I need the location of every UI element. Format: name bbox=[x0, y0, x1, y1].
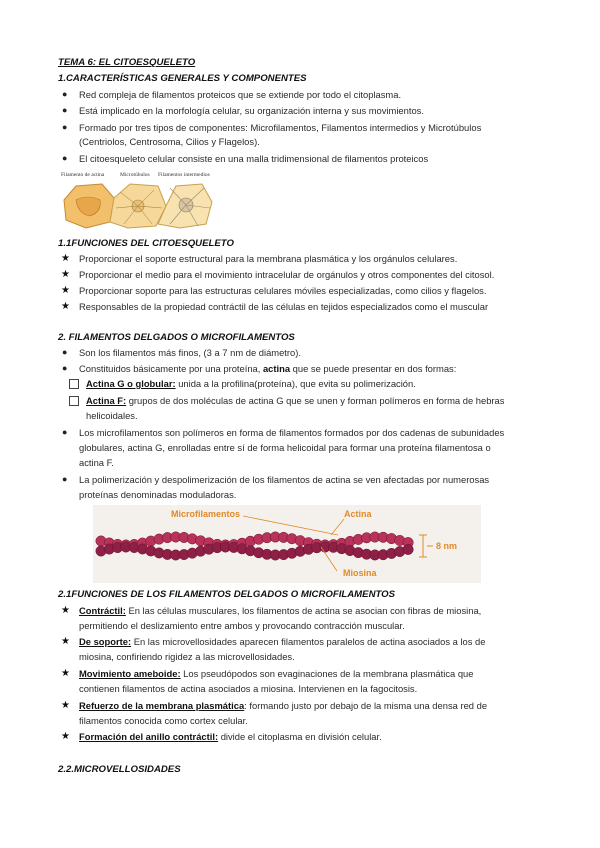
list-item bbox=[79, 730, 382, 743]
cell-intermediate-filaments bbox=[158, 184, 212, 228]
cell-actin bbox=[64, 184, 114, 228]
list-item: Son los filamentos más finos, (3 a 7 nm de diámetro). bbox=[79, 347, 301, 358]
checkbox[interactable] bbox=[69, 379, 79, 389]
section-2-1-heading: 2.1FUNCIONES DE LOS FILAMENTOS DELGADOS O MICROFILAMENTOS bbox=[58, 589, 396, 600]
bullet-dot: ● bbox=[62, 427, 68, 437]
term: Movimiento ameboide: bbox=[79, 668, 181, 679]
text-run-bold: actina bbox=[262, 363, 291, 374]
cell-microtubules bbox=[110, 184, 166, 228]
page-title: TEMA 6: EL CITOESQUELETO bbox=[58, 57, 196, 68]
figure-size-label: 8 nm bbox=[436, 541, 458, 551]
list-item: El citoesqueleto celular consiste en una malla tridimensional de filamentos proteicos bbox=[79, 153, 429, 164]
figure-title: Microfilamentos bbox=[171, 509, 241, 519]
text-run: Constituidos básicamente por una proteína, bbox=[79, 363, 263, 374]
bullet-dot: ● bbox=[62, 363, 68, 373]
bullet-dot: ● bbox=[62, 474, 68, 484]
term: Actina G o globular: bbox=[86, 378, 176, 389]
star-bullet-icon: ★ bbox=[61, 301, 70, 312]
star-bullet-icon: ★ bbox=[61, 700, 70, 711]
star-bullet-icon: ★ bbox=[61, 253, 70, 264]
figure-miosina-label: Miosina bbox=[343, 568, 377, 578]
star-bullet-icon: ★ bbox=[61, 269, 70, 280]
list-item bbox=[79, 667, 473, 680]
list-item-continuation: globulares, actina G, enrolladas entre sí de forma helicoidal para formar una proteína filamentosa o bbox=[79, 442, 491, 453]
section-1-1-heading: 1.1FUNCIONES DEL CITOESQUELETO bbox=[58, 238, 234, 249]
list-item bbox=[79, 362, 456, 375]
star-bullet-icon: ★ bbox=[61, 731, 70, 742]
list-item-continuation: (Centriolos, Centrosoma, Cilios y Flagelos). bbox=[79, 136, 260, 147]
actin-bead bbox=[403, 544, 413, 554]
list-item bbox=[79, 699, 487, 712]
bullet-dot: ● bbox=[62, 122, 68, 132]
list-item: Formado por tres tipos de componentes: Microfilamentos, Filamentos intermedios y Microtúbulos bbox=[79, 122, 482, 133]
text-run: Los pseudópodos son evaginaciones de la membrana plasmática que bbox=[180, 668, 474, 679]
microfilament-figure bbox=[93, 505, 481, 583]
list-item bbox=[79, 635, 485, 648]
term: Contráctil: bbox=[79, 605, 126, 616]
checklist-item bbox=[86, 394, 504, 407]
list-item: Los microfilamentos son polímeros en forma de filamentos formados por dos cadenas de subunidades bbox=[79, 427, 505, 438]
list-item-continuation: filamentos conocida como cortex celular. bbox=[79, 715, 248, 726]
section-1-heading: 1.CARACTERÍSTICAS GENERALES Y COMPONENTES bbox=[58, 73, 307, 84]
text-run: En las microvellosidades aparecen filamentos paralelos de actina asociados a los de bbox=[131, 636, 486, 647]
checkbox[interactable] bbox=[69, 396, 79, 406]
section-2-heading: 2. FILAMENTOS DELGADOS O MICROFILAMENTOS bbox=[58, 332, 295, 343]
list-item: Proporcionar el soporte estructural para la membrana plasmática y los orgánulos celulares. bbox=[79, 253, 458, 264]
image-caption: Filamentos intermedios bbox=[158, 172, 210, 178]
list-item: Red compleja de filamentos proteicos que se extiende por todo el citoplasma. bbox=[79, 89, 402, 100]
star-bullet-icon: ★ bbox=[61, 636, 70, 647]
image-caption: Microtúbulos bbox=[120, 172, 150, 178]
text-run: : formando justo por debajo de la misma una densa red de bbox=[244, 700, 488, 711]
bullet-dot: ● bbox=[62, 89, 68, 99]
term: Actina F: bbox=[86, 395, 127, 406]
list-item: Está implicado en la morfología celular, su organización interna y sus movimientos. bbox=[79, 105, 424, 116]
star-bullet-icon: ★ bbox=[61, 668, 70, 679]
cytoskeleton-cells-image bbox=[58, 178, 216, 232]
list-item bbox=[79, 604, 481, 617]
term: Refuerzo de la membrana plasmática bbox=[79, 700, 245, 711]
text-run: divide el citoplasma en división celular. bbox=[218, 731, 382, 742]
star-bullet-icon: ★ bbox=[61, 605, 70, 616]
text-run: grupos de dos moléculas de actina G que se unen y forman polímeros en forma de hebras bbox=[126, 395, 505, 406]
section-2-2-heading: 2.2.MICROVELLOSIDADES bbox=[58, 764, 181, 775]
list-item-continuation: proteínas denominadas moduladoras. bbox=[79, 489, 237, 500]
text-run: En las células musculares, los filamentos de actina se asocian con fibras de miosina, bbox=[125, 605, 482, 616]
list-item: La polimerización y despolimerización de los filamentos de actina se ven afectadas por numerosas bbox=[79, 474, 490, 485]
list-item-continuation: actina F. bbox=[79, 457, 114, 468]
list-item: Responsables de la propiedad contráctil de las células en tejidos especializados como el muscular bbox=[79, 301, 489, 312]
text-run: que se puede presentar en dos formas: bbox=[290, 363, 457, 374]
list-item: Proporcionar soporte para las estructuras celulares móviles especializadas, como cilios y flagelos. bbox=[79, 285, 487, 296]
bullet-dot: ● bbox=[62, 347, 68, 357]
list-item: Proporcionar el medio para el movimiento intracelular de orgánulos y otros componentes del citosol. bbox=[79, 269, 495, 280]
checklist-item bbox=[86, 377, 416, 390]
image-caption: Filamento de actina bbox=[61, 172, 105, 178]
list-item-continuation: miosina, confiriendo rigidez a las microvellosidades. bbox=[79, 651, 295, 662]
figure-actina-label: Actina bbox=[344, 509, 372, 519]
text-run: unida a la profilina(proteína), que evita su polimerización. bbox=[175, 378, 416, 389]
list-item-continuation: permitiendo el deslizamiento entre ambos y provocando contracción muscular. bbox=[79, 620, 405, 631]
checklist-item-continuation: helicoidales. bbox=[86, 410, 138, 421]
term: Formación del anillo contráctil: bbox=[79, 731, 219, 742]
term: De soporte: bbox=[79, 636, 132, 647]
bullet-dot: ● bbox=[62, 105, 68, 115]
list-item-continuation: contienen filamentos de actina asociados a miosina. Intervienen en la fagocitosis. bbox=[79, 683, 418, 694]
bullet-dot: ● bbox=[62, 153, 68, 163]
star-bullet-icon: ★ bbox=[61, 285, 70, 296]
